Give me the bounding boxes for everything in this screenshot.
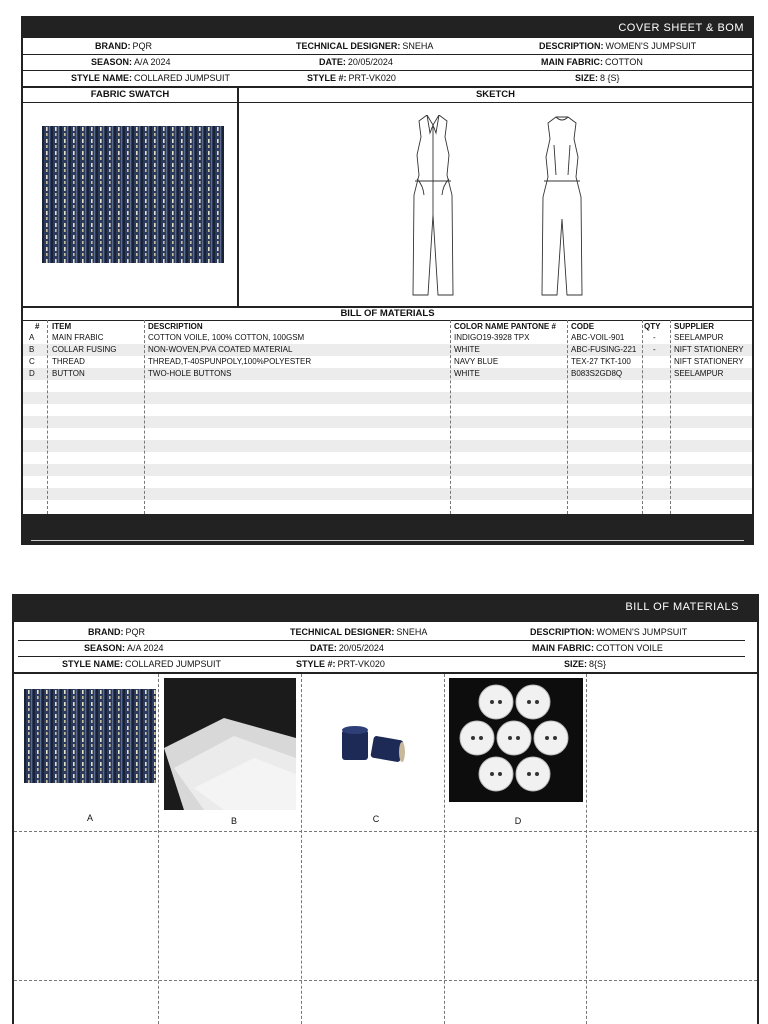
bom-brand-value: PQR: [125, 627, 146, 637]
bom-main-fabric-value: COTTON VOILE: [596, 643, 663, 653]
bom-cell-description: THREAD,T-40SPUNPOLY,100%POLYESTER: [148, 357, 312, 366]
style-name-field: STYLE NAME: COLLARED JUMPSUIT: [71, 73, 231, 83]
bom-cell-code: ABC-FUSING-221: [571, 345, 637, 354]
cover-header-row-2: [23, 54, 752, 71]
bom-cell-code: TEX-27 TKT-100: [571, 357, 631, 366]
col-description-header: DESCRIPTION: [148, 322, 203, 331]
style-name-value: COLLARED JUMPSUIT: [134, 73, 231, 83]
bom-cell-color: NAVY BLUE: [454, 357, 499, 366]
col-sep: [642, 320, 643, 514]
bom-date-field: DATE: 20/05/2024: [310, 643, 384, 653]
bom-cell-qty: -: [653, 333, 656, 342]
designer-field: TECHNICAL DESIGNER: SNEHA: [296, 41, 434, 51]
cover-footer-band: [23, 514, 752, 545]
bom-size-value: 8{S}: [589, 659, 607, 669]
bom-header-row-1: [18, 624, 745, 641]
bom-designer-value: SNEHA: [396, 627, 428, 637]
swatch-divider: [237, 88, 239, 306]
bom-cell-description: COTTON VOILE, 100% COTTON, 100GSM: [148, 333, 305, 342]
season-field: SEASON: A/A 2024: [91, 57, 171, 67]
bom-brand-field: BRAND: PQR: [88, 627, 146, 637]
bom-cell-supplier: SEELAMPUR: [674, 333, 724, 342]
bom-cell-supplier: SEELAMPUR: [674, 369, 724, 378]
designer-value: SNEHA: [402, 41, 434, 51]
bom-cell-supplier: NIFT STATIONERY: [674, 357, 744, 366]
col-color-header: COLOR NAME PANTONE #: [454, 322, 556, 331]
cover-header-row-3: [23, 70, 752, 88]
cell-label-b: B: [230, 816, 237, 826]
col-sep: [47, 320, 48, 514]
thread-image: [336, 724, 410, 768]
fabric-swatch-title: FABRIC SWATCH: [23, 88, 237, 103]
buttons-image: [449, 678, 583, 802]
bom-cell-description: TWO-HOLE BUTTONS: [148, 369, 232, 378]
col-num-header: #: [35, 322, 40, 331]
main-fabric-image: [24, 689, 156, 783]
bom-style-name-field: STYLE NAME: COLLARED JUMPSUIT: [62, 659, 222, 669]
jumpsuit-back-sketch: [526, 115, 598, 297]
bom-designer-field: TECHNICAL DESIGNER: SNEHA: [290, 627, 428, 637]
bom-cell-num: A: [29, 333, 35, 342]
date-value: 20/05/2024: [347, 57, 393, 67]
grid-line: [14, 980, 757, 981]
cover-sheet: [21, 16, 754, 545]
grid-line: [301, 674, 302, 1024]
fabric-swatch-image: [42, 126, 224, 263]
bom-header-row-2: [18, 640, 745, 657]
cover-title: COVER SHEET & BOM: [618, 22, 744, 34]
grid-line: [586, 674, 587, 1024]
bom-size-field: SIZE: 8{S}: [564, 659, 607, 669]
style-number-field: STYLE #: PRT-VK020: [307, 73, 396, 83]
col-sep: [144, 320, 145, 514]
size-value: 8 {S}: [600, 73, 620, 83]
brand-value: PQR: [132, 41, 153, 51]
bom-cell-description: NON-WOVEN,PVA COATED MATERIAL: [148, 345, 293, 354]
col-sep: [450, 320, 451, 514]
bom-style-number-field: STYLE #: PRT-VK020: [296, 659, 385, 669]
size-field: SIZE: 8 {S}: [575, 73, 620, 83]
bom-description-value: WOMEN'S JUMPSUIT: [596, 627, 688, 637]
bom-title: BILL OF MATERIALS: [340, 308, 435, 319]
bom-cell-item: MAIN FRABIC: [52, 333, 104, 342]
bom-cell-color: WHITE: [454, 345, 480, 354]
bom-table: [23, 320, 752, 514]
bom-cell-qty: -: [653, 345, 656, 354]
bom-date-value: 20/05/2024: [338, 643, 384, 653]
sketch-title: SKETCH: [239, 88, 752, 103]
jumpsuit-front-sketch: [397, 115, 469, 297]
col-sep: [670, 320, 671, 514]
bom-sheet-title-bar: [14, 596, 757, 622]
main-fabric-field: MAIN FABRIC: COTTON: [541, 57, 643, 67]
bom-cell-color: INDIGO19-3928 TPX: [454, 333, 530, 342]
bom-description-field: DESCRIPTION: WOMEN'S JUMPSUIT: [530, 627, 688, 637]
bom-season-field: SEASON: A/A 2024: [84, 643, 164, 653]
cell-label-c: C: [372, 814, 380, 824]
cell-label-d: D: [514, 816, 522, 826]
style-number-value: PRT-VK020: [348, 73, 396, 83]
main-fabric-value: COTTON: [605, 57, 643, 67]
bom-main-fabric-field: MAIN FABRIC: COTTON VOILE: [532, 643, 663, 653]
cover-header-row-1: [23, 38, 752, 55]
cell-label-a: A: [86, 813, 93, 823]
bom-cell-num: C: [29, 357, 35, 366]
col-item-header: ITEM: [52, 322, 72, 331]
bom-sheet-title: BILL OF MATERIALS: [625, 601, 739, 613]
bom-cell-item: COLLAR FUSING: [52, 345, 117, 354]
collar-fusing-image: [164, 678, 296, 810]
col-sep: [567, 320, 568, 514]
cover-title-bar: [23, 18, 752, 38]
date-field: DATE: 20/05/2024: [319, 57, 393, 67]
bom-cell-code: B083S2GD8Q: [571, 369, 623, 378]
bom-cell-color: WHITE: [454, 369, 480, 378]
bom-season-value: A/A 2024: [127, 643, 164, 653]
col-code-header: CODE: [571, 322, 595, 331]
bom-sheet: [12, 594, 759, 1024]
grid-line: [158, 674, 159, 1024]
bom-style-name-value: COLLARED JUMPSUIT: [125, 659, 222, 669]
bom-style-number-value: PRT-VK020: [337, 659, 385, 669]
bom-cell-num: B: [29, 345, 35, 354]
bom-cell-item: BUTTON: [52, 369, 85, 378]
col-qty-header: QTY: [644, 322, 661, 331]
bom-cell-item: THREAD: [52, 357, 85, 366]
bom-header-row-3: [14, 656, 757, 674]
col-supplier-header: SUPPLIER: [674, 322, 715, 331]
description-value: WOMEN'S JUMPSUIT: [605, 41, 697, 51]
season-value: A/A 2024: [134, 57, 171, 67]
grid-line: [14, 831, 757, 832]
bom-cell-supplier: NIFT STATIONERY: [674, 345, 744, 354]
grid-line: [444, 674, 445, 1024]
description-field: DESCRIPTION: WOMEN'S JUMPSUIT: [539, 41, 697, 51]
bom-cell-num: D: [29, 369, 35, 378]
brand-field: BRAND: PQR: [95, 41, 153, 51]
bom-cell-code: ABC-VOIL-901: [571, 333, 625, 342]
